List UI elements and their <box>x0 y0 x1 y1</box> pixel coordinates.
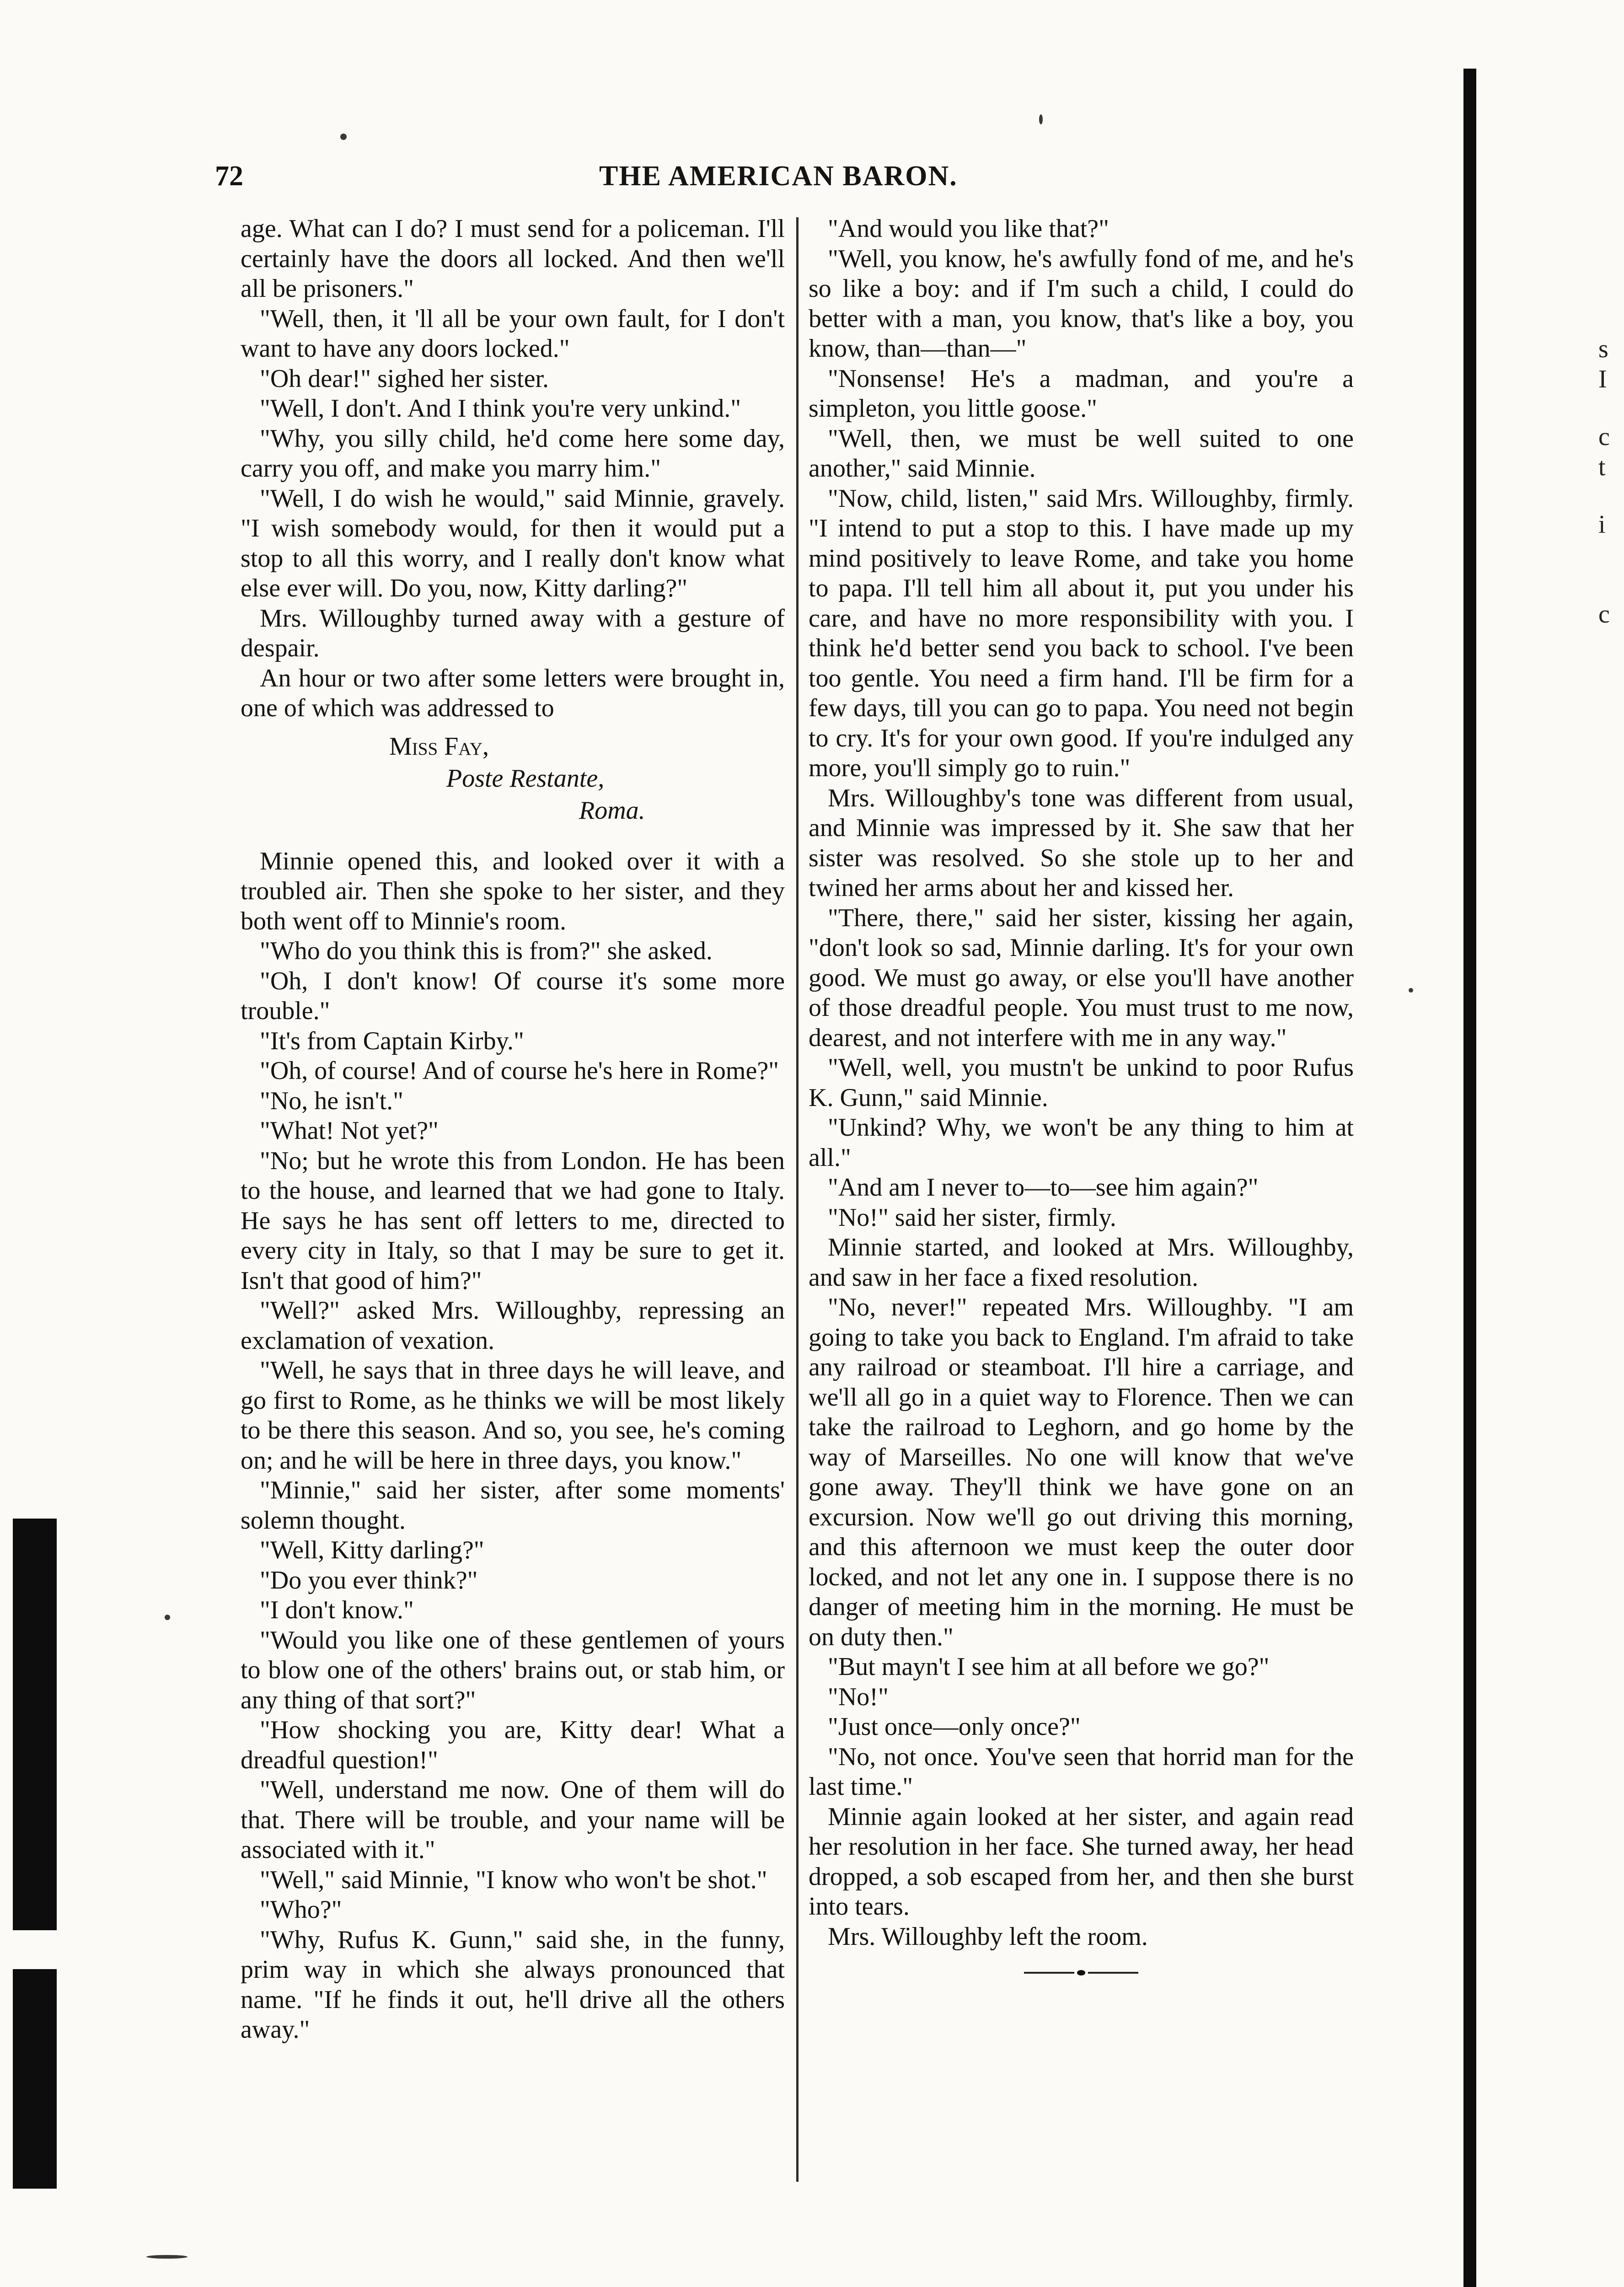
ink-speck <box>1039 114 1043 124</box>
ornament-dot <box>1077 1970 1085 1976</box>
running-title: THE AMERICAN BARON. <box>599 161 958 192</box>
scan-edge-block-upper <box>13 1519 57 1930</box>
paragraph: Minnie started, and looked at Mrs. Willoughby, and saw in her face a fixed resolution. <box>809 1233 1354 1292</box>
ink-speck <box>340 134 347 140</box>
paragraph: "No; but he wrote this from London. He has been to the house, and learned that we had gone to Italy. He says he has sent off letters to me, directed to every city in Italy, so that I may be sure to get it. Isn't that good of him?" <box>241 1146 785 1295</box>
paragraph: "Unkind? Why, we won't be any thing to him at all." <box>809 1113 1354 1172</box>
paragraph: "Well, I don't. And I think you're very unkind." <box>260 394 741 423</box>
paragraph: "Oh, I don't know! Of course it's some more trouble." <box>241 966 785 1025</box>
scan-edge-block-lower <box>13 1969 57 2189</box>
binding-edge-bar <box>1463 69 1476 2287</box>
paragraph: Minnie again looked at her sister, and again read her resolution in her face. She turned away, her head dropped, a sob escaped from her, and then she burst into tears. <box>809 1802 1354 1921</box>
paragraph: "It's from Captain Kirby." <box>260 1026 524 1055</box>
paragraph: Mrs. Willoughby left the room. <box>828 1922 1148 1951</box>
edge-fragment: c <box>1598 423 1610 451</box>
edge-fragment: I <box>1598 365 1607 393</box>
ornament-rule <box>1088 1972 1138 1974</box>
paragraph: age. What can I do? I must send for a policeman. I'll certainly have the doors all locked. And then we'll all be prisoners." <box>241 215 785 303</box>
paragraph: Minnie opened this, and looked over it with a troubled air. Then she spoke to her sister, and they both went off to Minnie's room. <box>241 847 785 935</box>
letter-address <box>241 732 785 830</box>
paragraph: "Well, you know, he's awfully fond of me, and he's so like a boy: and if I'm such a child, I could do better with a man, you know, that's like a boy, you know, than—than—" <box>809 244 1354 363</box>
paragraph: "No, he isn't." <box>260 1086 404 1115</box>
paragraph: "And am I never to—to—see him again?" <box>828 1173 1259 1202</box>
ornament-rule <box>1024 1972 1074 1974</box>
paragraph: "Well," said Minnie, "I know who won't be shot." <box>260 1865 767 1894</box>
paragraph: "No!" <box>828 1682 889 1711</box>
paragraph: "Well, well, you mustn't be unkind to poor Rufus K. Gunn," said Minnie. <box>809 1053 1354 1112</box>
right-column <box>809 214 1354 1976</box>
paragraph: "Why, Rufus K. Gunn," said she, in the funny, prim way in which she always pronounced that name. "If he finds it out, he'll drive all the others away." <box>241 1925 785 2044</box>
left-column <box>241 214 785 2045</box>
address-line: Miss Fay, <box>389 732 489 761</box>
paragraph: "Well, he says that in three days he will leave, and go first to Rome, as he thinks we will be most likely to be there this season. And so, you see, he's coming on; and he will be here in three days, you know." <box>241 1356 785 1475</box>
edge-fragment: s <box>1598 335 1608 363</box>
ink-speck <box>146 2255 188 2259</box>
paragraph: "What! Not yet?" <box>260 1117 439 1145</box>
paragraph: "But mayn't I see him at all before we go?" <box>828 1653 1270 1681</box>
paragraph: "No!" said her sister, firmly. <box>828 1203 1116 1232</box>
ink-speck <box>165 1615 170 1620</box>
paragraph: "Why, you silly child, he'd come here some day, carry you off, and make you marry him." <box>241 424 785 483</box>
paragraph: "Would you like one of these gentlemen of yours to blow one of the others' brains out, or stab him, or any thing of that sort?" <box>241 1626 785 1714</box>
edge-fragment: t <box>1598 453 1606 481</box>
paragraph: "No, not once. You've seen that horrid man for the last time." <box>809 1742 1354 1801</box>
paragraph: "Now, child, listen," said Mrs. Willoughby, firmly. "I intend to put a stop to this. I have made up my mind positively to leave Rome, and take you home to papa. I'll tell him all about it, put you under his care, and have no more responsibility with you. I think he'd better send you back to school. I've been too gentle. You need a firm hand. I'll be firm for a few days, till you can go to papa. You need not begin to cry. It's for your own good. If you're indulged any more, you'll simply go to ruin." <box>809 484 1354 782</box>
paragraph: Mrs. Willoughby turned away with a gesture of despair. <box>241 604 785 662</box>
paragraph: An hour or two after some letters were brought in, one of which was addressed to <box>241 664 785 722</box>
paragraph: "And would you like that?" <box>828 215 1109 243</box>
paragraph: "Well?" asked Mrs. Willoughby, repressing an exclamation of vexation. <box>241 1296 785 1355</box>
chapter-end-ornament <box>809 1970 1354 1976</box>
edge-fragment: i <box>1598 510 1606 539</box>
address-line: Roma. <box>579 796 645 825</box>
paragraph: "Well, then, it 'll all be your own fault, for I don't want to have any doors locked." <box>241 304 785 363</box>
paragraph: "Do you ever think?" <box>260 1566 478 1594</box>
paragraph: "Oh, of course! And of course he's here in Rome?" <box>260 1057 779 1085</box>
facing-page-fragments <box>1598 334 1621 629</box>
page-number: 72 <box>215 161 243 192</box>
paragraph: "Well, understand me now. One of them will do that. There will be trouble, and your name will be associated with it." <box>241 1776 785 1864</box>
page-header <box>215 160 1002 210</box>
paragraph: "Minnie," said her sister, after some moments' solemn thought. <box>241 1476 785 1535</box>
paragraph: "Well, then, we must be well suited to one another," said Minnie. <box>809 424 1354 483</box>
paragraph: "Nonsense! He's a madman, and you're a simpleton, you little goose." <box>809 364 1354 423</box>
column-rule <box>796 217 799 2182</box>
paragraph: "How shocking you are, Kitty dear! What a dreadful question!" <box>241 1716 785 1774</box>
ink-speck <box>1409 988 1413 993</box>
paragraph: "I don't know." <box>260 1596 414 1624</box>
paragraph: "Who do you think this is from?" she asked. <box>260 937 713 965</box>
paragraph: "Just once—only once?" <box>828 1713 1081 1741</box>
paragraph: "No, never!" repeated Mrs. Willoughby. "I am going to take you back to England. I'm afraid to take any railroad or steamboat. I'll hire a carriage, and we'll all go in a quiet way to Florence. Then we can take the railroad to Leghorn, and go home by the way of Marseilles. No one will know that we've gone away. They'll think we have gone on an excursion. Now we'll go out driving this morning, and this afternoon we must keep the outer door locked, and not let any one in. I suppose there is no danger of meeting him in the morning. He must be on duty then." <box>809 1293 1354 1651</box>
paragraph: "Oh dear!" sighed her sister. <box>260 364 549 393</box>
address-line: Poste Restante, <box>446 764 605 793</box>
paragraph: "Well, Kitty darling?" <box>260 1536 484 1564</box>
paragraph: Mrs. Willoughby's tone was different from usual, and Minnie was impressed by it. She saw that her sister was resolved. So she stole up to her and twined her arms about her and kissed her. <box>809 784 1354 902</box>
paragraph: "There, there," said her sister, kissing her again, "don't look so sad, Minnie darling. It's for your own good. We must go away, or else you'll have another of those dreadful people. You must trust to me now, dearest, and not interfere with me in any way." <box>809 903 1354 1052</box>
paragraph: "Who?" <box>260 1895 342 1924</box>
paragraph: "Well, I do wish he would," said Minnie, gravely. "I wish somebody would, for then it would put a stop to all this worry, and I really don't know what else ever will. Do you, now, Kitty darling?" <box>241 484 785 602</box>
edge-fragment: c <box>1598 600 1610 628</box>
